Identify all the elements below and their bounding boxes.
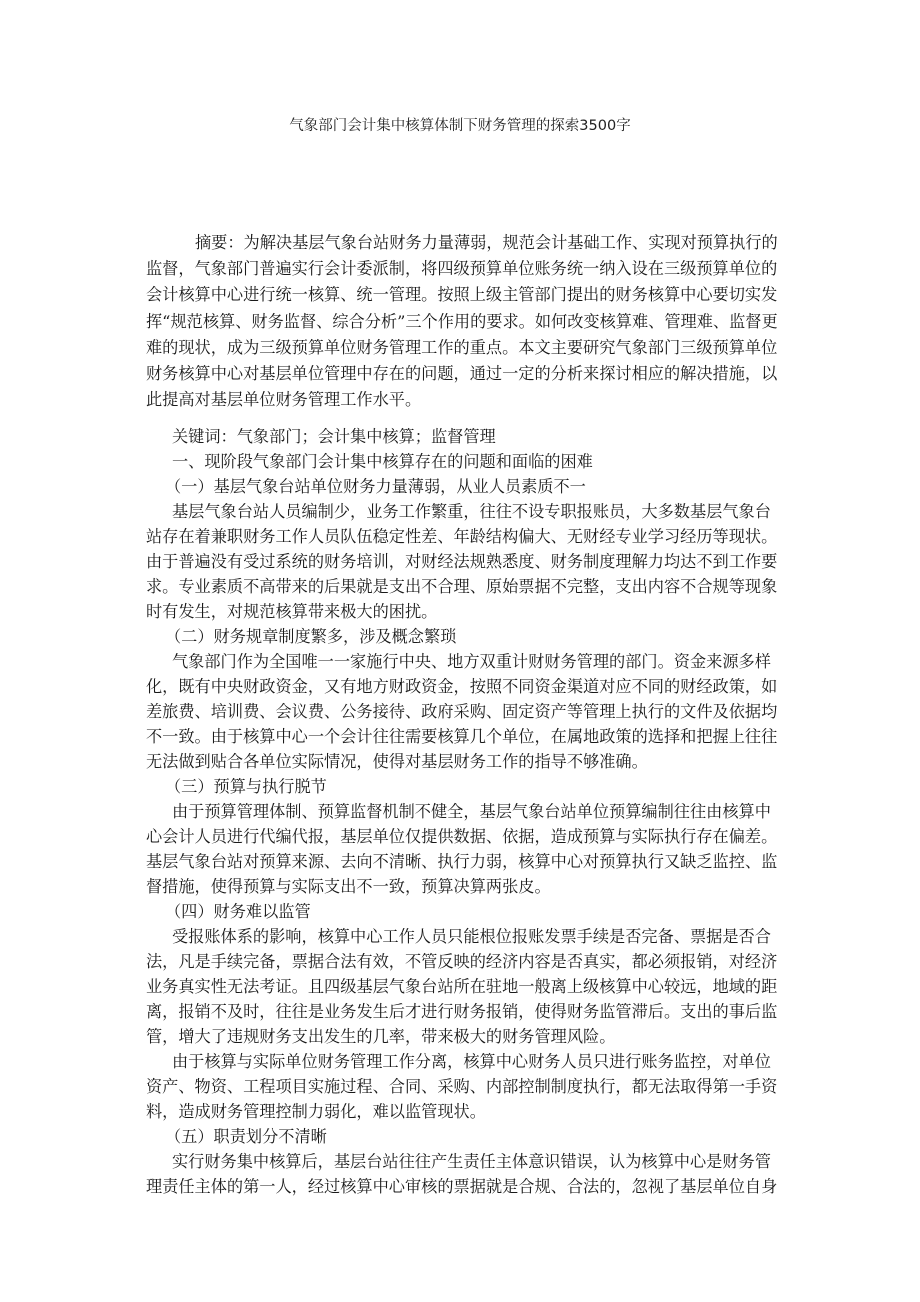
paragraph-line: 不一致。由于核算中心一个会计往往需要核算几个单位，在属地政策的选择和把握上往往 (146, 727, 778, 746)
subsection-heading: （四）财务难以监管 (165, 902, 311, 921)
paragraph-line: 实行财务集中核算后，基层台站往往产生责任主体意识错误，认为核算中心是财务管 (172, 1152, 771, 1171)
paragraph-line: 管，增大了违规财务支出发生的几率，带来极大的财务管理风险。 (146, 1027, 616, 1046)
paragraph-line: 理责任主体的第一人，经过核算中心审核的票据就是合规、合法的，忽视了基层单位自身 (146, 1177, 778, 1196)
abstract-line: 会计核算中心进行统一核算、统一管理。按照上级主管部门提出的财务核算中心要切实发 (146, 285, 778, 305)
paragraph-line: 化，既有中央财政资金，又有地方财政资金，按照不同资金渠道对应不同的财经政策，如 (146, 677, 778, 696)
paragraph-line: 业务真实性无法考证。且四级基层气象台站所在驻地一般离上级核算中心较远，地域的距 (146, 977, 778, 996)
subsection-heading: （一）基层气象台站单位财务力量薄弱，从业人员素质不一 (165, 477, 586, 496)
paragraph-line: 由于核算与实际单位财务管理工作分离，核算中心财务人员只进行账务监控，对单位 (172, 1052, 771, 1071)
paragraph-line: 无法做到贴合各单位实际情况，使得对基层财务工作的指导不够准确。 (146, 752, 648, 771)
paragraph-line: 站存在着兼职财务工作人员队伍稳定性差、年龄结构偏大、无财经专业学习经历等现状。 (146, 527, 778, 546)
paragraph-line: 差旅费、培训费、会议费、公务接待、政府采购、固定资产等管理上执行的文件及依据均 (146, 702, 778, 721)
document-title: 气象部门会计集中核算体制下财务管理的探索3500字 (289, 118, 631, 134)
paragraph-line: 督措施，使得预算与实际支出不一致，预算决算两张皮。 (146, 877, 551, 896)
abstract-line: 难的现状，成为三级预算单位财务管理工作的重点。本文主要研究气象部门三级预算单位 (146, 337, 778, 357)
subsection-heading: （五）职责划分不清晰 (165, 1127, 327, 1146)
subsection-heading: （二）财务规章制度繁多，涉及概念繁琐 (165, 627, 457, 646)
paragraph-line: 受报账体系的影响，核算中心工作人员只能根位报账发票手续是否完备、票据是否合 (172, 927, 771, 946)
abstract-line: 监督，气象部门普遍实行会计委派制，将四级预算单位账务统一纳入设在三级预算单位的 (146, 259, 778, 279)
paragraph-line: 心会计人员进行代编代报，基层单位仅提供数据、依据，造成预算与实际执行存在偏差。 (146, 827, 778, 846)
document-body (146, 424, 778, 1199)
paragraph-line: 法，凡是手续完备，票据合法有效，不管反映的经济内容是否真实，都必须报销，对经济 (146, 952, 778, 971)
abstract-line: 挥“规范核算、财务监督、综合分析”三个作用的要求。如何改变核算难、管理难、监督更 (146, 311, 778, 331)
abstract-line: 此提高对基层单位财务管理工作水平。 (146, 390, 422, 410)
paragraph-line: 资产、物资、工程项目实施过程、合同、采购、内部控制制度执行，都无法取得第一手资 (146, 1077, 778, 1096)
abstract (146, 230, 778, 413)
paragraph-line: 基层气象台站人员编制少，业务工作繁重，往往不设专职报账员，大多数基层气象台 (172, 502, 771, 521)
subsection-heading: （三）预算与执行脱节 (165, 777, 327, 796)
abstract-line: 财务核算中心对基层单位管理中存在的问题，通过一定的分析来探讨相应的解决措施，以 (146, 364, 778, 384)
paragraph-line: 料，造成财务管理控制力弱化，难以监管现状。 (146, 1102, 486, 1121)
section-heading: 一、现阶段气象部门会计集中核算存在的问题和面临的困难 (172, 452, 593, 471)
abstract-line: 摘要：为解决基层气象台站财务力量薄弱，规范会计基础工作、实现对预算执行的 (195, 233, 778, 252)
paragraph-line: 由于预算管理体制、预算监督机制不健全，基层气象台站单位预算编制往往由核算中 (172, 802, 771, 821)
paragraph-line: 由于普遍没有受过系统的财务培训，对财经法规熟悉度、财务制度理解力均达不到工作要 (146, 552, 778, 571)
paragraph-line: 基层气象台站对预算来源、去向不清晰、执行力弱，核算中心对预算执行又缺乏监控、监 (146, 852, 778, 871)
paragraph-line: 气象部门作为全国唯一一家施行中央、地方双重计财财务管理的部门。资金来源多样 (172, 652, 771, 671)
paragraph-line: 求。专业素质不高带来的后果就是支出不合理、原始票据不完整，支出内容不合规等现象 (146, 577, 778, 596)
paragraph-line: 时有发生，对规范核算带来极大的困扰。 (146, 602, 438, 621)
paragraph-line: 离，报销不及时，往往是业务发生后才进行财务报销，使得财务监管滞后。支出的事后监 (146, 1002, 778, 1021)
section-heading: 关键词：气象部门；会计集中核算；监督管理 (172, 427, 496, 446)
